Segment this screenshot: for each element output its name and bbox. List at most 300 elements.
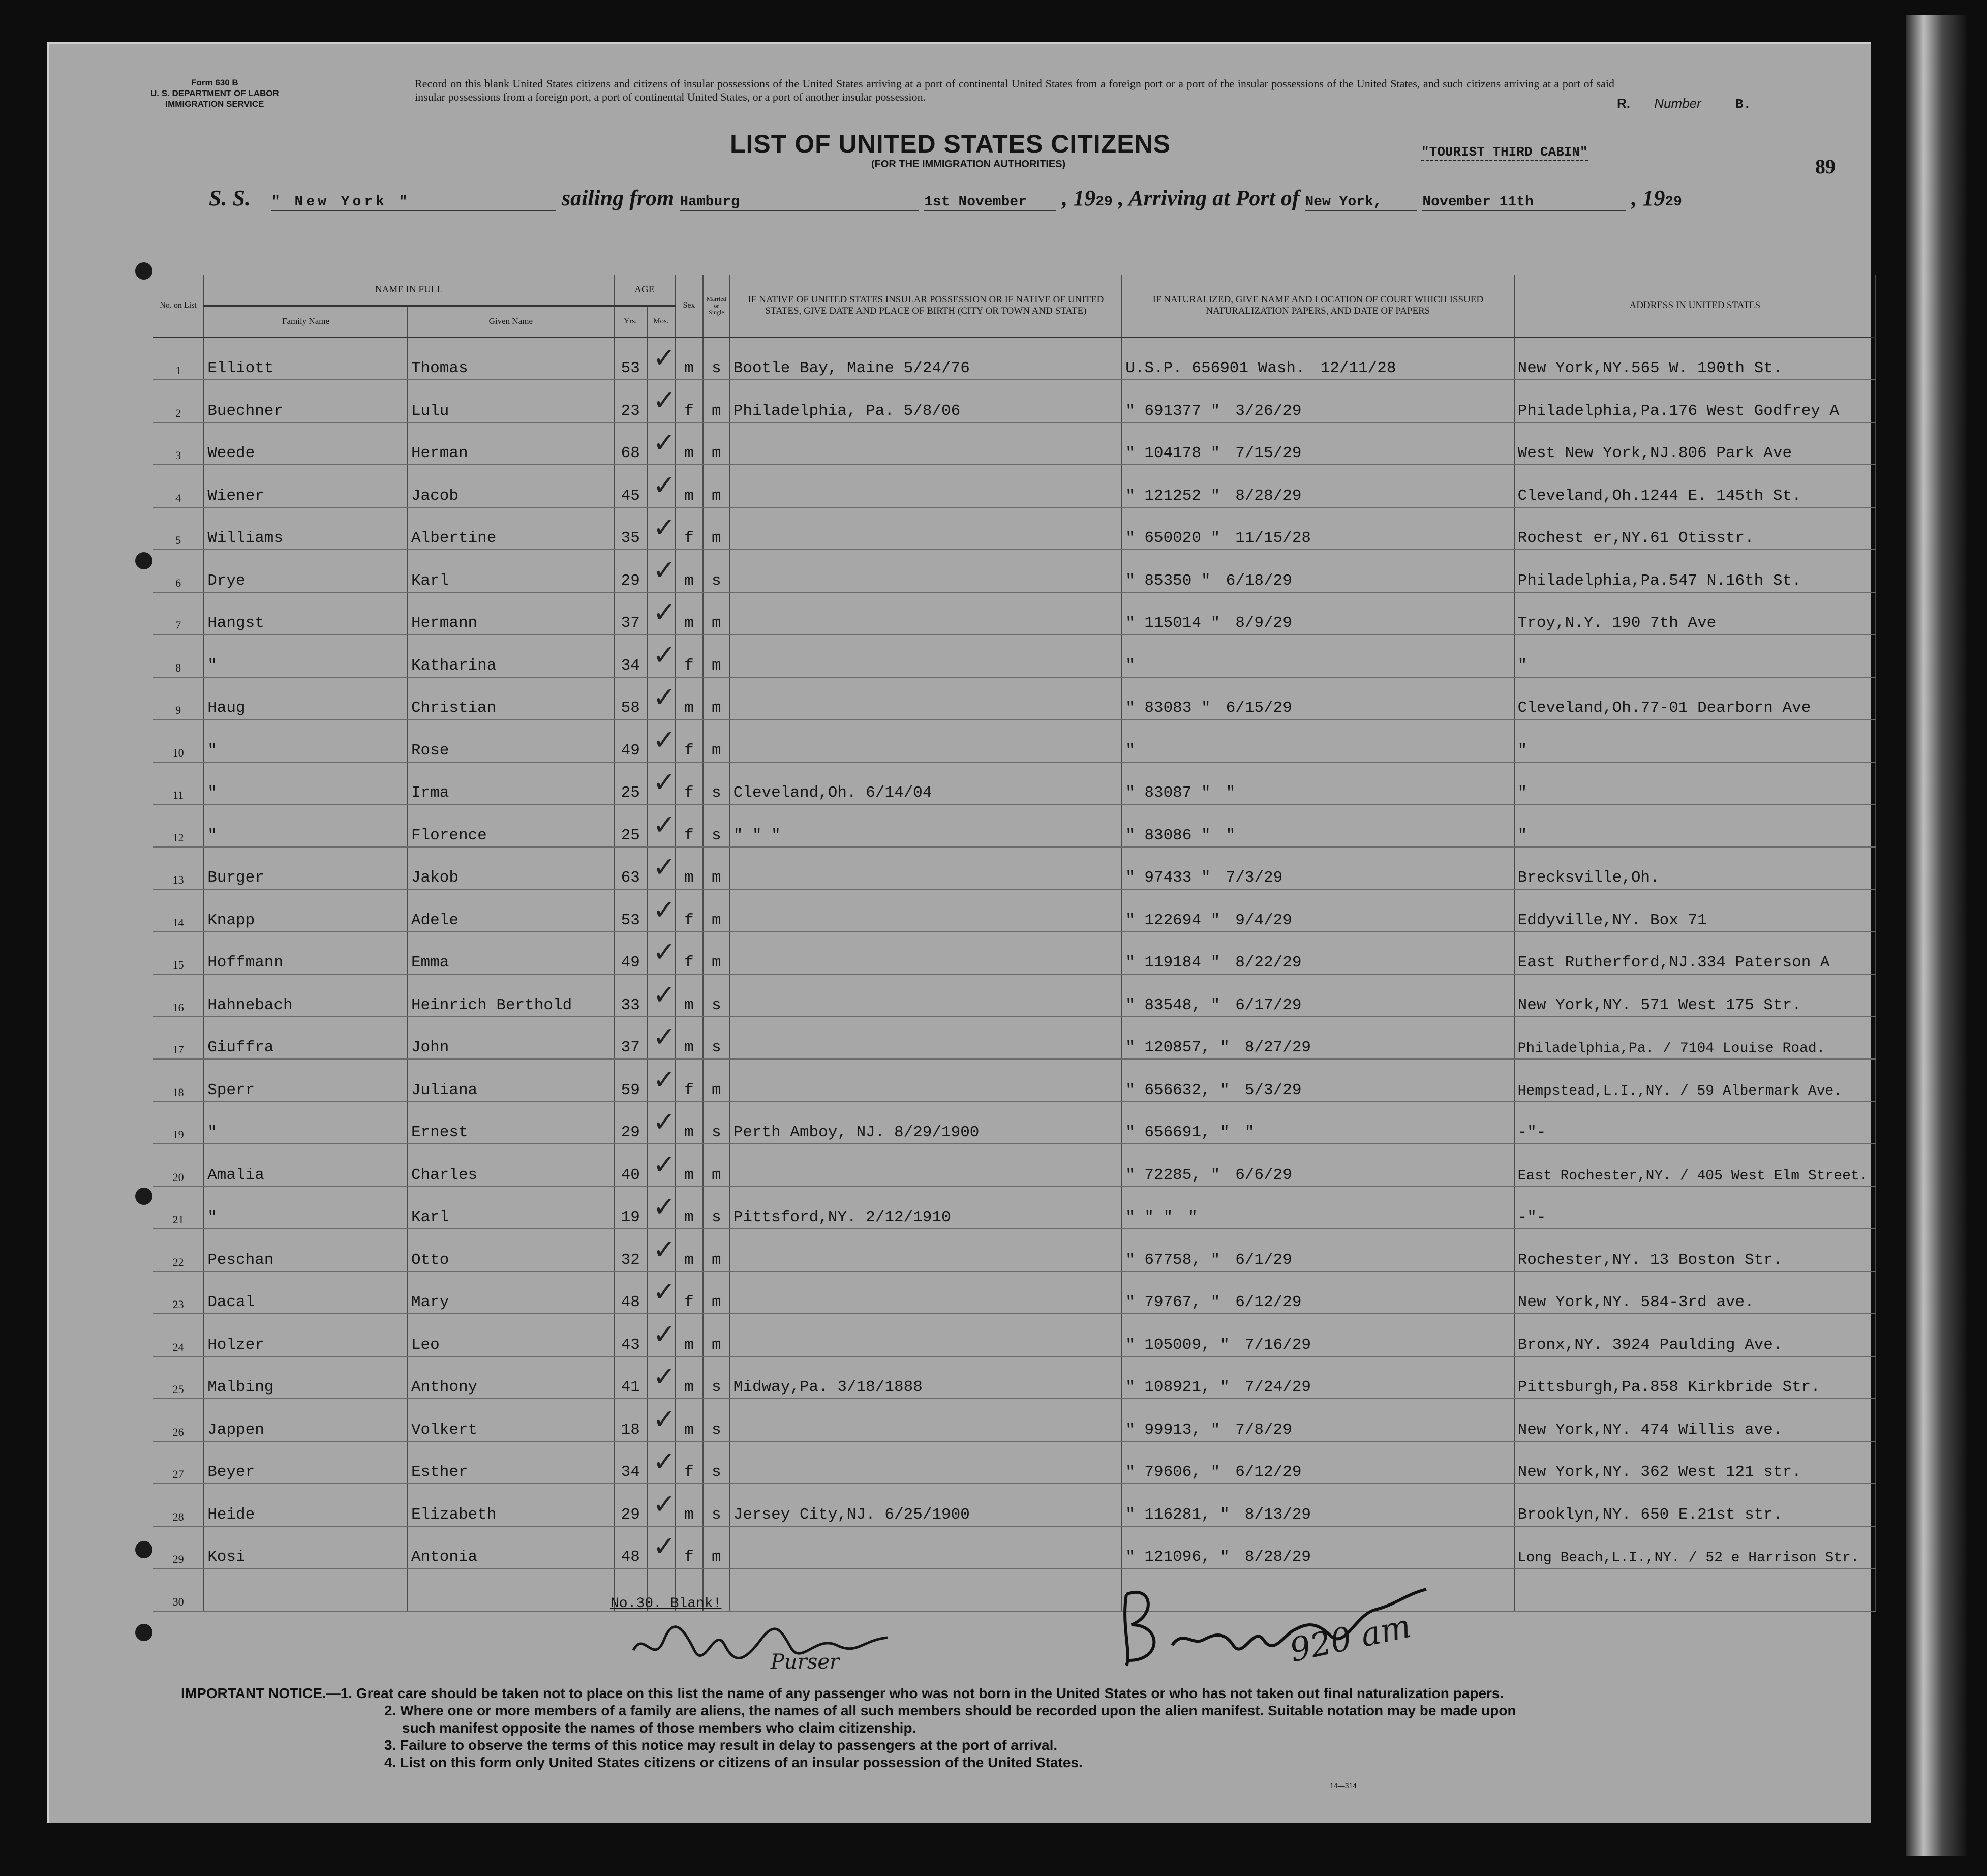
naturalization-date: 5/3/29 (1244, 1081, 1302, 1099)
sex (653, 804, 703, 847)
sex (653, 1272, 703, 1314)
given-name: Florence (408, 804, 614, 847)
naturalization-date: 6/15/29 (1226, 699, 1292, 717)
naturalization-papers (1122, 634, 1514, 677)
sex-value: m (684, 1039, 694, 1056)
table-row (153, 762, 1876, 805)
sex-value: f (684, 911, 694, 929)
us-address: Rochest er,NY.61 Otisstr. (1514, 507, 1876, 550)
table-row (153, 1017, 1876, 1060)
naturalization-papers (1122, 1441, 1514, 1484)
row-number: 15 (153, 932, 204, 975)
checkmark-icon: ✓ (653, 1233, 676, 1265)
checkmark-icon: ✓ (653, 1403, 676, 1435)
family-name: " (204, 804, 408, 847)
naturalization-date: 6/6/29 (1235, 1166, 1292, 1184)
row-number: 28 (153, 1484, 204, 1526)
class-stamp: "TOURIST THIRD CABIN" (1421, 144, 1588, 161)
naturalization-certificate: " (1125, 741, 1135, 760)
marital-status: m (703, 422, 730, 465)
family-name: Giuffra (204, 1017, 408, 1060)
row-number: 27 (153, 1441, 204, 1484)
family-name: Dacal (204, 1272, 408, 1314)
family-name: " (204, 762, 408, 805)
col-header-given: Given Name (408, 306, 614, 337)
marital-status: m (703, 465, 730, 507)
depart-date: 1st November (924, 194, 1056, 211)
family-name: " (204, 634, 408, 677)
department: U. S. DEPARTMENT OF LABOR (150, 88, 279, 98)
family-name: Hahnebach (204, 974, 408, 1017)
marital-status: m (703, 592, 730, 635)
family-name: Malbing (204, 1356, 408, 1399)
given-name: Heinrich Berthold (408, 974, 614, 1017)
table-row (153, 1399, 1876, 1441)
row-number: 29 (153, 1526, 204, 1569)
table-row (153, 1272, 1876, 1314)
birth-place-date: Philadelphia, Pa. 5/8/06 (730, 380, 1122, 422)
sex-value: m (684, 1251, 694, 1269)
age-years: 49 (614, 932, 647, 975)
naturalization-papers (1122, 847, 1514, 890)
age-years: 43 (614, 1314, 647, 1356)
age-years: 48 (614, 1272, 647, 1314)
given-name: Rose (408, 719, 614, 762)
naturalization-date: " (1188, 1208, 1198, 1226)
row-number: 12 (153, 804, 204, 847)
row-number: 20 (153, 1144, 204, 1187)
checkmark-icon: ✓ (653, 1106, 676, 1138)
given-name: Antonia (408, 1526, 614, 1569)
col-header-family: Family Name (204, 306, 408, 337)
sex (653, 762, 703, 805)
checkmark-icon: ✓ (653, 1021, 676, 1053)
row-number: 30 (153, 1568, 204, 1611)
table-row (153, 932, 1876, 975)
birth-place-date (730, 1059, 1122, 1102)
table-row (153, 1059, 1876, 1102)
naturalization-date: 9/4/29 (1235, 911, 1292, 929)
given-name (408, 1568, 614, 1611)
naturalization-certificate: " 115014 " (1125, 614, 1220, 632)
us-address: New York,NY. 571 West 175 Str. (1514, 974, 1876, 1017)
us-address (1514, 1526, 1876, 1569)
family-name: Weede (204, 422, 408, 465)
checkmark-icon: ✓ (653, 342, 676, 374)
given-name: Anthony (408, 1356, 614, 1399)
notice-4: 4. List on this form only United States citizens or citizens of an insular possession of the United States. (384, 1754, 1083, 1770)
naturalization-certificate: " 83083 " (1125, 699, 1211, 717)
marital-status: m (703, 719, 730, 762)
naturalization-papers (1122, 1229, 1514, 1272)
table-row (153, 1526, 1876, 1569)
naturalization-papers (1122, 1144, 1514, 1187)
marital-status: m (703, 1059, 730, 1102)
birth-place-date (730, 1441, 1122, 1484)
family-name: " (204, 719, 408, 762)
naturalization-certificate: " 116281, " (1125, 1505, 1230, 1524)
given-name: Karl (408, 1187, 614, 1229)
us-address: New York,NY.565 W. 190th St. (1514, 337, 1876, 380)
naturalization-date: 8/13/29 (1244, 1505, 1311, 1524)
naturalization-certificate: " 99913, " (1125, 1420, 1220, 1439)
page-number: 89 (1815, 155, 1836, 178)
sailing-label: sailing from (561, 186, 675, 210)
marital-status: m (703, 1144, 730, 1187)
notice-2b: such manifest opposite the names of those members who claim citizenship. (402, 1720, 916, 1736)
sex (653, 1187, 703, 1229)
col-header-mos: Mos. (647, 306, 675, 337)
sex (653, 1144, 703, 1187)
marital-status: s (703, 337, 730, 380)
naturalization-certificate: " 656691, " (1125, 1124, 1230, 1141)
col-header-no: No. on List (153, 275, 204, 337)
marital-status: s (703, 1399, 730, 1441)
row-number: 23 (153, 1272, 204, 1314)
naturalization-certificate: " 650020 " (1125, 529, 1220, 547)
marital-status: m (703, 932, 730, 975)
birth-place-date (730, 889, 1122, 932)
naturalization-certificate: " 79606, " (1125, 1463, 1220, 1481)
sex-value: m (684, 444, 694, 462)
row-number: 17 (153, 1017, 204, 1060)
year-2: 29 (1665, 194, 1682, 210)
checkmark-icon: ✓ (653, 723, 676, 756)
checkmark-icon: ✓ (653, 1063, 676, 1096)
col-header-birth: IF NATIVE OF UNITED STATES INSULAR POSSESSION OR IF NATIVE OF UNITED STATES, GIVE DATE AND PLACE OF BIRTH (CITY OR TOWN AND STATE) (730, 275, 1122, 337)
sex-value: m (684, 1336, 694, 1354)
age-years: 49 (614, 719, 647, 762)
family-name: Beyer (204, 1441, 408, 1484)
us-address: New York,NY. 584-3rd ave. (1514, 1272, 1876, 1314)
marital-status: m (703, 889, 730, 932)
ss-label: S. S. (209, 186, 251, 210)
age-years: 33 (614, 974, 647, 1017)
birth-place-date (730, 465, 1122, 507)
us-address: Philadelphia,Pa.547 N.16th St. (1514, 550, 1876, 592)
given-name: Esther (408, 1441, 614, 1484)
age-years: 41 (614, 1356, 647, 1399)
row-number: 9 (153, 677, 204, 720)
col-header-sex: Sex (675, 275, 703, 337)
row-number: 1 (153, 337, 204, 380)
naturalization-papers (1122, 974, 1514, 1017)
birth-place-date (730, 507, 1122, 550)
age-years: 68 (614, 422, 647, 465)
us-address: -"- (1514, 1102, 1876, 1144)
given-name: Volkert (408, 1399, 614, 1441)
sex-value: m (684, 487, 694, 505)
birth-place-date (730, 422, 1122, 465)
table-row (153, 1144, 1876, 1187)
naturalization-certificate: U.S.P. 656901 Wash. (1125, 359, 1305, 377)
naturalization-date: 7/8/29 (1235, 1420, 1292, 1439)
checkmark-icon: ✓ (653, 511, 676, 543)
sex (653, 634, 703, 677)
age-years: 23 (614, 380, 647, 422)
number-prefix: R. (1617, 96, 1630, 111)
sex-value: f (684, 1293, 694, 1311)
naturalization-certificate: " 121252 " (1125, 487, 1220, 505)
sex-value: m (684, 869, 694, 887)
naturalization-certificate: " 85350 " (1125, 571, 1211, 590)
sex (653, 380, 703, 422)
number-label: Number (1654, 96, 1701, 111)
naturalization-papers (1122, 1187, 1514, 1229)
us-address: Brecksville,Oh. (1514, 847, 1876, 890)
row-number: 3 (153, 422, 204, 465)
given-name: Thomas (408, 337, 614, 380)
naturalization-certificate: " 83548, " (1125, 996, 1220, 1014)
inspector-signature (1111, 1574, 1467, 1671)
naturalization-papers (1122, 932, 1514, 975)
row-number: 7 (153, 592, 204, 635)
birth-place-date: Cleveland,Oh. 6/14/04 (730, 762, 1122, 805)
table-row (153, 1187, 1876, 1229)
table-row (153, 1102, 1876, 1144)
marital-status: s (703, 1017, 730, 1060)
marital-status: s (703, 1187, 730, 1229)
naturalization-date: 8/9/29 (1235, 614, 1292, 632)
birth-place-date (730, 974, 1122, 1017)
naturalization-date: " (1226, 826, 1236, 844)
sex-value: m (684, 359, 694, 377)
naturalization-certificate: " 97433 " (1125, 869, 1211, 887)
birth-place-date (730, 634, 1122, 677)
row-number: 19 (153, 1102, 204, 1144)
marital-status: m (703, 677, 730, 720)
sex-value: m (684, 1124, 694, 1141)
sex-value: m (684, 1378, 694, 1396)
table-row (153, 507, 1876, 550)
us-address: West New York,NJ.806 Park Ave (1514, 422, 1876, 465)
naturalization-date: 8/28/29 (1235, 487, 1302, 505)
naturalization-date: 7/15/29 (1235, 444, 1302, 462)
record-instructions: Record on this blank United States citizens and citizens of insular possessions of the United States arriving at a port of continental United States from a foreign port or a port of the insular possessions of the United States, and such citizens arriving at a port of said insular possessions from a foreign port, a port of continental United States, or a port of another insular possession. (415, 77, 1614, 103)
row-number: 6 (153, 550, 204, 592)
notice-1: —1. Great care should be taken not to place on this list the name of any passenger who was not born in the United States or who has not taken out final naturalization papers. (326, 1685, 1504, 1701)
naturalization-papers (1122, 422, 1514, 465)
sex (653, 719, 703, 762)
marital-status: s (703, 1102, 730, 1144)
table-row (153, 889, 1876, 932)
marital-status: s (703, 974, 730, 1017)
sex-value: f (684, 1548, 694, 1566)
sex (653, 1484, 703, 1526)
us-address: Eddyville,NY. Box 71 (1514, 889, 1876, 932)
given-name: Ernest (408, 1102, 614, 1144)
naturalization-certificate: " 72285, " (1125, 1166, 1220, 1184)
page-title: LIST OF UNITED STATES CITIZENS (730, 130, 1171, 158)
row-number: 18 (153, 1059, 204, 1102)
year-label-2: , 19 (1631, 186, 1665, 210)
family-name: Knapp (204, 889, 408, 932)
sex (653, 1441, 703, 1484)
family-name (204, 1568, 408, 1611)
us-address: " (1514, 762, 1876, 805)
marital-status: m (703, 380, 730, 422)
sex-value: m (684, 1208, 694, 1226)
birth-place-date (730, 592, 1122, 635)
naturalization-certificate: " 79767, " (1125, 1293, 1220, 1311)
purser-signature: Purser (771, 1650, 840, 1674)
naturalization-date: 7/16/29 (1244, 1336, 1311, 1354)
marital-status: m (703, 1314, 730, 1356)
marital-status: m (703, 847, 730, 890)
us-address: New York,NY. 362 West 121 str. (1514, 1441, 1876, 1484)
naturalization-date: 6/18/29 (1226, 571, 1292, 590)
given-name: Emma (408, 932, 614, 975)
sex (653, 1399, 703, 1441)
notice-3: 3. Failure to observe the terms of this notice may result in delay to passengers at the port of arrival. (384, 1737, 1058, 1753)
sex (653, 889, 703, 932)
sex-value: f (684, 826, 694, 844)
birth-place-date (730, 719, 1122, 762)
year-1: 29 (1095, 194, 1113, 210)
naturalization-date: 6/12/29 (1235, 1293, 1302, 1311)
sex (653, 974, 703, 1017)
naturalization-date: 7/3/29 (1226, 869, 1283, 887)
birth-place-date: Midway,Pa. 3/18/1888 (730, 1356, 1122, 1399)
birth-place-date (730, 1229, 1122, 1272)
us-address: " (1514, 804, 1876, 847)
checkmark-icon: ✓ (653, 1276, 676, 1308)
col-header-address: ADDRESS IN UNITED STATES (1514, 275, 1876, 337)
table-row (153, 1229, 1876, 1272)
family-name: Williams (204, 507, 408, 550)
number-block (1617, 96, 1751, 112)
sex-value: m (684, 1420, 694, 1439)
us-address (1514, 1017, 1876, 1060)
table-row (153, 847, 1876, 890)
marital-status: s (703, 804, 730, 847)
punch-hole (135, 262, 152, 280)
age-years: 48 (614, 1526, 647, 1569)
row-number: 25 (153, 1356, 204, 1399)
naturalization-papers (1122, 762, 1514, 805)
table-row (153, 1314, 1876, 1356)
given-name: Elizabeth (408, 1484, 614, 1526)
sex-value: m (684, 571, 694, 590)
row-number: 5 (153, 507, 204, 550)
naturalization-papers (1122, 380, 1514, 422)
table-row (153, 380, 1876, 422)
naturalization-papers (1122, 719, 1514, 762)
naturalization-date: 6/12/29 (1235, 1463, 1302, 1481)
sex-value: f (684, 656, 694, 675)
row-number: 26 (153, 1399, 204, 1441)
us-address (1514, 1568, 1876, 1611)
sex (653, 337, 703, 380)
table-row (153, 465, 1876, 507)
given-name: Adele (408, 889, 614, 932)
birth-place-date (730, 1526, 1122, 1569)
checkmark-icon: ✓ (653, 1191, 676, 1223)
checkmark-icon: ✓ (653, 1360, 676, 1393)
arrival-port: New York, (1305, 194, 1417, 211)
checkmark-icon: ✓ (653, 893, 676, 926)
naturalization-papers (1122, 804, 1514, 847)
family-name: Burger (204, 847, 408, 890)
us-address: Cleveland,Oh.1244 E. 145th St. (1514, 465, 1876, 507)
us-address (1514, 1144, 1876, 1187)
sex-value: f (684, 784, 694, 802)
row-number: 4 (153, 465, 204, 507)
col-header-married: Married or Single (703, 275, 730, 337)
punch-hole (135, 552, 152, 569)
checkmark-icon: ✓ (653, 596, 676, 628)
birth-place-date: Jersey City,NJ. 6/25/1900 (730, 1484, 1122, 1526)
sex (653, 677, 703, 720)
naturalization-certificate: " 108921, " (1125, 1378, 1230, 1396)
naturalization-date: 12/11/28 (1320, 359, 1396, 377)
family-name: Hoffmann (204, 932, 408, 975)
sex (653, 847, 703, 890)
us-address: Cleveland,Oh.77-01 Dearborn Ave (1514, 677, 1876, 720)
sex-value: f (684, 741, 694, 760)
naturalization-certificate: " (1125, 656, 1135, 675)
checkmark-icon: ✓ (653, 427, 676, 459)
row-number: 21 (153, 1187, 204, 1229)
family-name: Holzer (204, 1314, 408, 1356)
given-name: Karl (408, 550, 614, 592)
given-name: John (408, 1017, 614, 1060)
row-number: 13 (153, 847, 204, 890)
naturalization-date: " (1226, 784, 1236, 802)
birth-place-date: " " " (730, 804, 1122, 847)
row-number: 22 (153, 1229, 204, 1272)
family-name: Haug (204, 677, 408, 720)
naturalization-certificate: " 121096, " (1125, 1548, 1230, 1566)
age-years: 40 (614, 1144, 647, 1187)
naturalization-papers (1122, 1102, 1514, 1144)
punch-hole (135, 1188, 152, 1205)
sex (653, 1314, 703, 1356)
form-id-block (150, 77, 279, 109)
sex (653, 1229, 703, 1272)
birth-place-date (730, 1314, 1122, 1356)
us-address: Bronx,NY. 3924 Paulding Ave. (1514, 1314, 1876, 1356)
given-name: Hermann (408, 592, 614, 635)
family-name: Sperr (204, 1059, 408, 1102)
table-row (153, 1441, 1876, 1484)
adjacent-page-edge (1906, 15, 1967, 1856)
punch-hole (135, 1541, 152, 1558)
important-notice (181, 1685, 1516, 1771)
ship-name: " New York " (271, 194, 556, 211)
checkmark-icon: ✓ (653, 1488, 676, 1520)
birth-place-date (730, 550, 1122, 592)
marital-status: s (703, 1441, 730, 1484)
col-header-yrs: Yrs. (614, 306, 647, 337)
checkmark-icon: ✓ (653, 851, 676, 883)
table-row (153, 1568, 1876, 1611)
sex (653, 1102, 703, 1144)
col-header-naturalized: IF NATURALIZED, GIVE NAME AND LOCATION OF COURT WHICH ISSUED NATURALIZATION PAPERS, AND DATE OF PAPERS (1122, 275, 1514, 337)
naturalization-date: 6/1/29 (1235, 1251, 1292, 1269)
us-address: Troy,N.Y. 190 7th Ave (1514, 592, 1876, 635)
naturalization-papers (1122, 1526, 1514, 1569)
naturalization-papers (1122, 1017, 1514, 1060)
age-years: 18 (614, 1399, 647, 1441)
checkmark-icon: ✓ (653, 978, 676, 1011)
given-name: Mary (408, 1272, 614, 1314)
birth-place-date: Perth Amboy, NJ. 8/29/1900 (730, 1102, 1122, 1144)
naturalization-date: 6/17/29 (1235, 996, 1302, 1014)
naturalization-certificate: " 67758, " (1125, 1251, 1220, 1269)
naturalization-certificate: " 83087 " (1125, 784, 1211, 802)
checkmark-icon: ✓ (653, 1445, 676, 1477)
